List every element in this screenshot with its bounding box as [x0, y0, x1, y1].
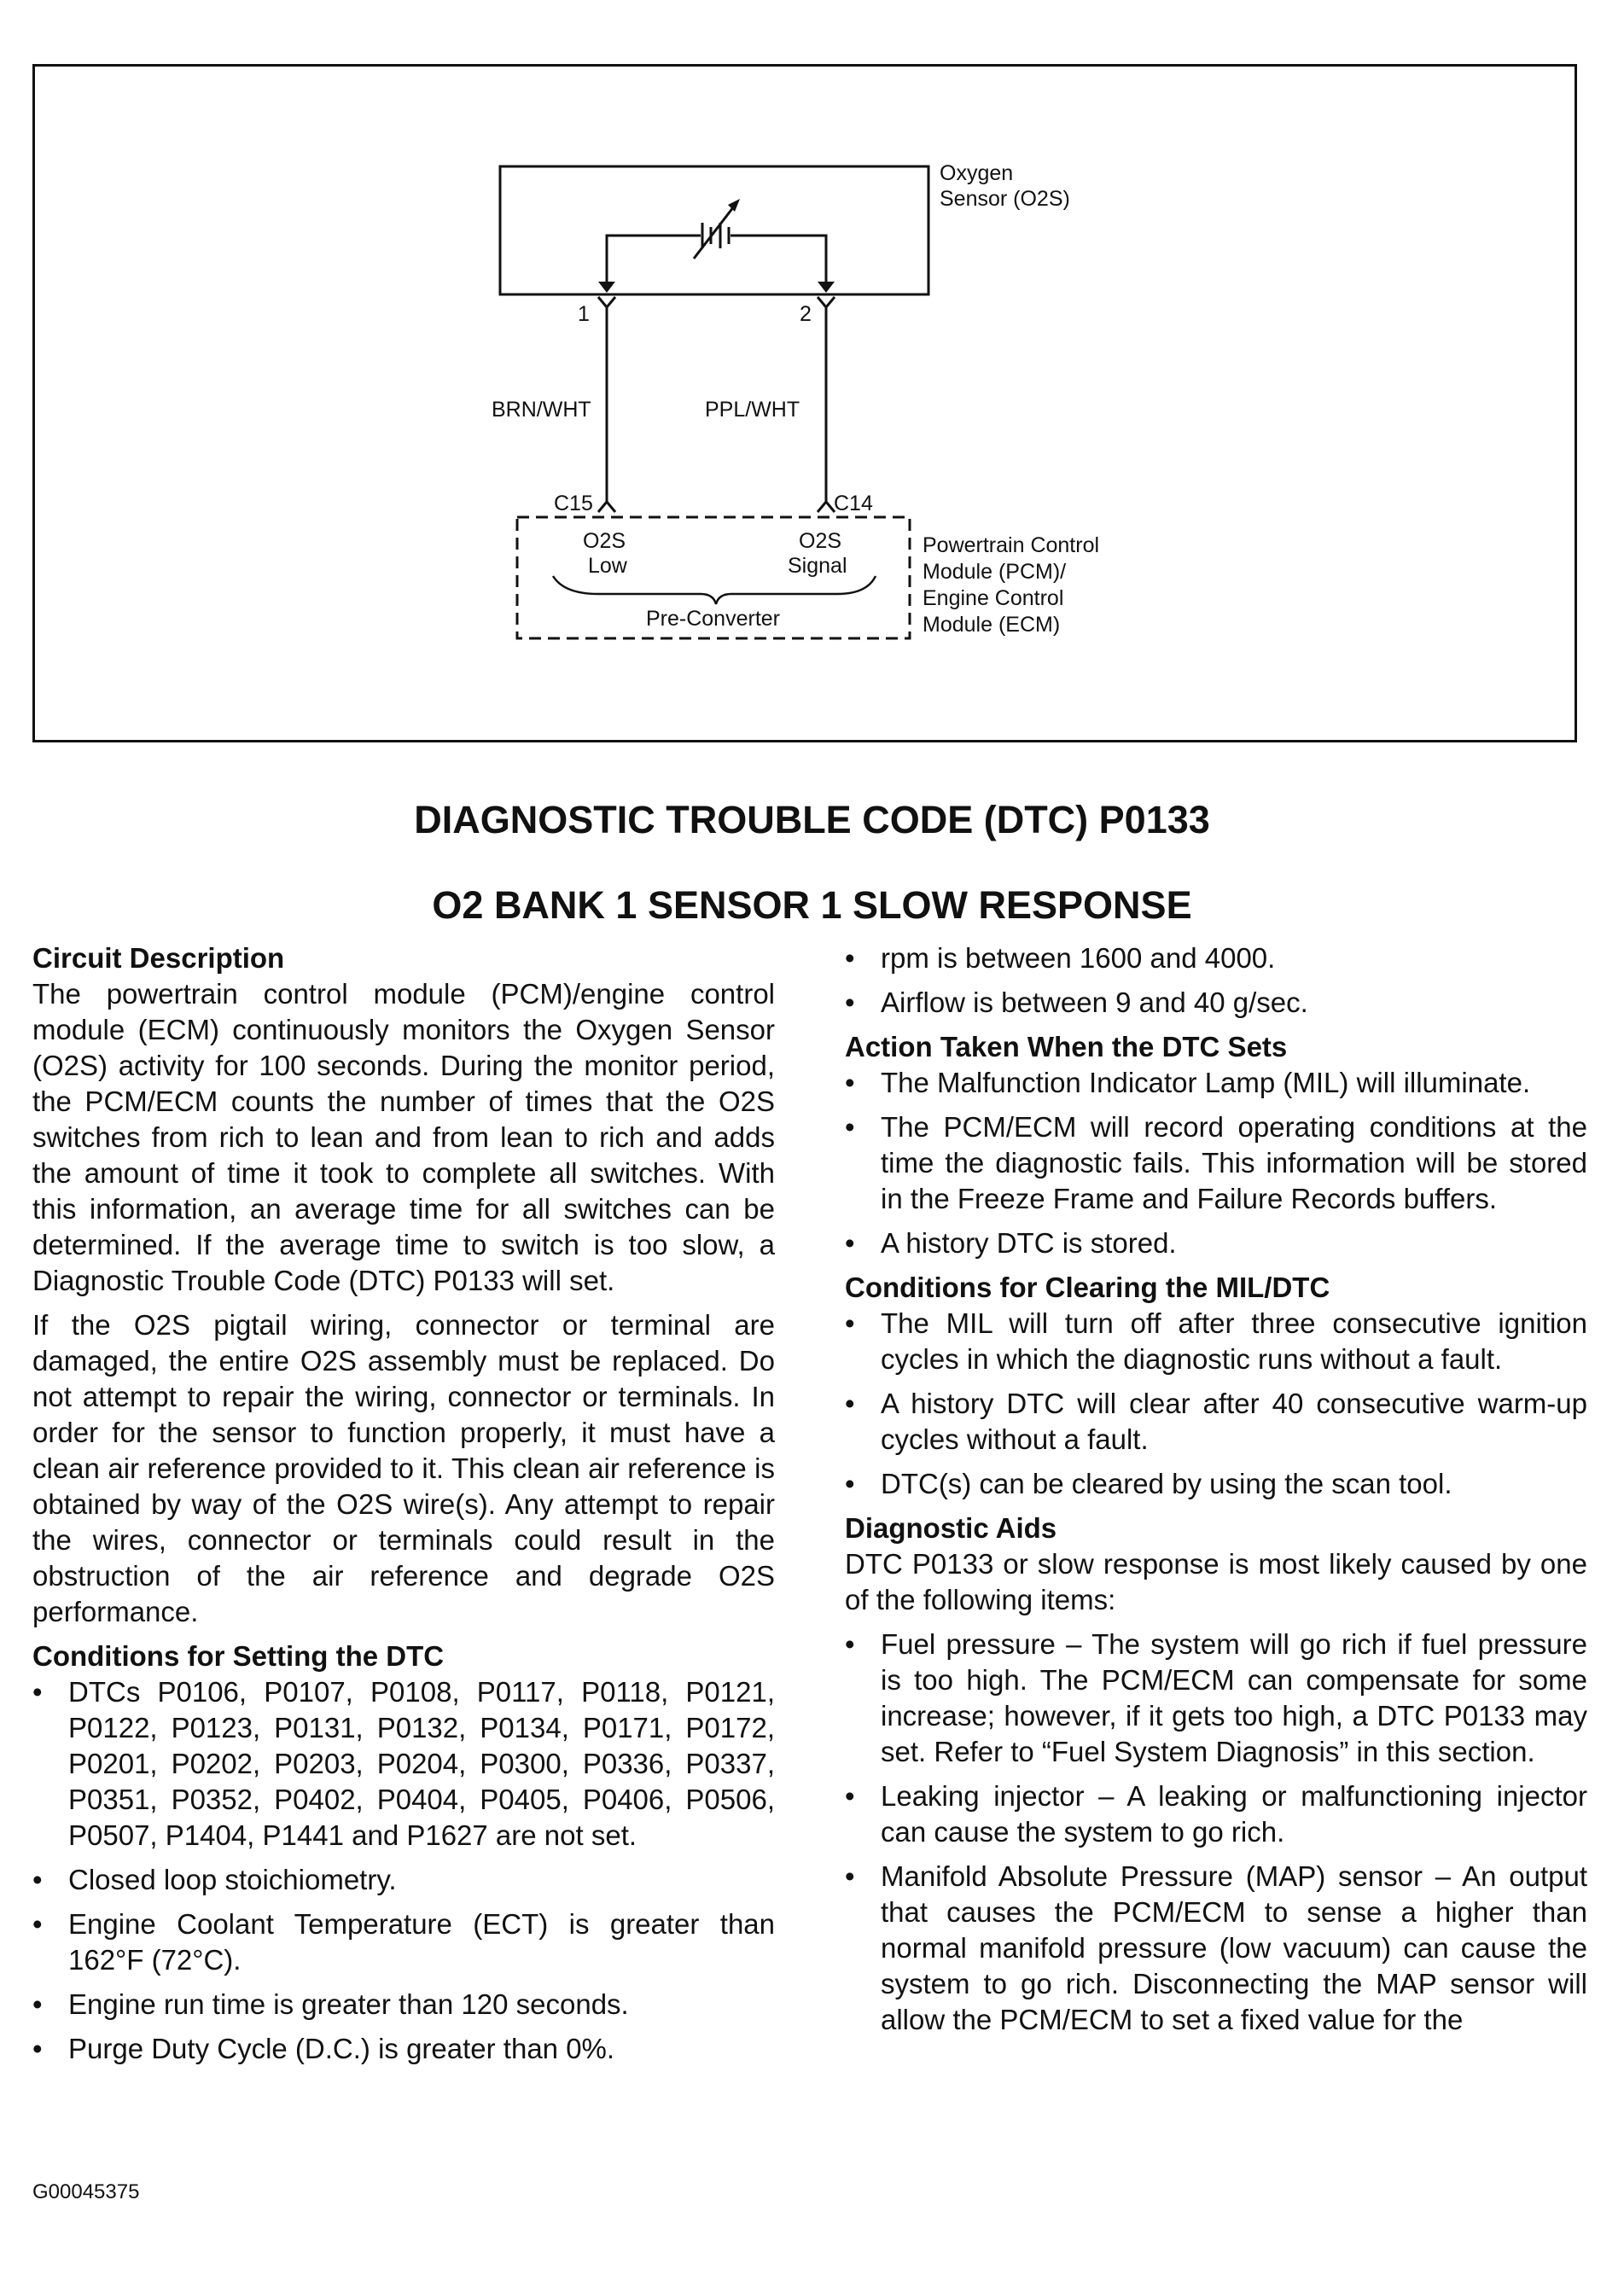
right-column	[845, 940, 1587, 2046]
list-item-text: A history DTC will clear after 40 consecutive warm-up cycles without a fault.	[881, 1388, 1587, 1455]
list-item	[32, 2031, 775, 2067]
conditions-heading: Conditions for Setting the DTC	[32, 1640, 445, 1672]
bullet-icon: •	[845, 1307, 855, 1339]
list-item-text: Engine run time is greater than 120 seconds.	[68, 1988, 629, 2020]
module-label-3: Engine Control	[923, 586, 1064, 610]
bullet-icon: •	[32, 2033, 43, 2064]
list-item	[845, 940, 1587, 976]
bullet-icon: •	[845, 1067, 855, 1098]
page-title: DIAGNOSTIC TROUBLE CODE (DTC) P0133	[414, 798, 1210, 841]
page-subtitle: O2 BANK 1 SENSOR 1 SLOW RESPONSE	[432, 883, 1192, 927]
list-item	[845, 1109, 1587, 1217]
bullet-icon: •	[845, 987, 855, 1018]
o2s-low-label-1: O2S	[583, 529, 626, 553]
conn-c14-fork	[818, 502, 835, 512]
left-column	[32, 940, 775, 2075]
action-heading: Action Taken When the DTC Sets	[845, 1031, 1288, 1062]
list-item	[32, 1987, 775, 2023]
list-item-text: Leaking injector – A leaking or malfunctioning injector can cause the system to go rich.	[881, 1780, 1587, 1848]
conn2-label: C14	[834, 492, 873, 515]
wire1-label: BRN/WHT	[492, 398, 591, 422]
diagnostic-aids-list	[845, 1627, 1587, 2038]
bullet-icon: •	[845, 1780, 855, 1812]
o2s-signal-label-2: Signal	[788, 554, 847, 578]
list-item	[845, 1778, 1587, 1850]
diagnostic-aids-heading: Diagnostic Aids	[845, 1512, 1057, 1544]
list-item	[32, 1674, 775, 1854]
module-label-4: Module (ECM)	[923, 613, 1061, 637]
bullet-icon: •	[845, 1388, 855, 1419]
bullet-icon: •	[845, 1468, 855, 1499]
clearing-list	[845, 1306, 1587, 1502]
conn1-label: C15	[554, 492, 593, 515]
bullet-icon: •	[32, 1864, 43, 1895]
list-item	[845, 1225, 1587, 1261]
list-item-text: Purge Duty Cycle (D.C.) is greater than 0%.	[68, 2033, 615, 2064]
pin1-arrow	[598, 282, 615, 293]
list-item	[32, 1906, 775, 1978]
variable-arrowhead	[728, 199, 740, 212]
clearing-heading: Conditions for Clearing the MIL/DTC	[845, 1272, 1330, 1303]
list-item-text: Engine Coolant Temperature (ECT) is greater than 162°F (72°C).	[68, 1908, 775, 1976]
wire2-label: PPL/WHT	[705, 398, 800, 422]
bullet-icon: •	[845, 942, 855, 974]
module-label-2: Module (PCM)/	[923, 560, 1067, 584]
circuit-description-paragraph-2: If the O2S pigtail wiring, connector or terminal are damaged, the entire O2S assembly must be replaced. Do not attempt to repair the wiring, connector or terminals. In order for the sensor to function properly, it must have a clean air reference provided to it. This clean air reference is obtained by way of the O2S wire(s). Any attempt to repair the wires, connector or terminals could result in the obstruction of the air reference and degrade O2S performance.	[32, 1309, 775, 1627]
list-item	[845, 1306, 1587, 1377]
list-item	[32, 1862, 775, 1898]
bullet-icon: •	[32, 1988, 43, 2020]
list-item	[845, 985, 1587, 1021]
bullet-icon: •	[32, 1676, 43, 1708]
circuit-description-heading: Circuit Description	[32, 942, 285, 974]
bullet-icon: •	[845, 1111, 855, 1143]
bullet-icon: •	[32, 1908, 43, 1940]
list-item-text: Fuel pressure – The system will go rich if fuel pressure is too high. The PCM/ECM can compensate for some increase; however, if it gets too high, a DTC P0133 may set. Refer to “Fuel System Diagnosis” in this section.	[881, 1628, 1587, 1767]
list-item	[845, 1466, 1587, 1502]
pin1-label: 1	[578, 302, 590, 326]
sensor-label-2: Sensor (O2S)	[940, 187, 1070, 211]
bullet-icon: •	[845, 1227, 855, 1259]
conditions-continued-list	[845, 940, 1587, 1021]
o2s-low-label-2: Low	[588, 554, 627, 578]
sensor-label-1: Oxygen	[940, 161, 1014, 185]
document-code: G00045375	[32, 2180, 140, 2203]
pin2-arrow	[818, 282, 835, 293]
sensor-wire-left	[607, 236, 701, 284]
bullet-icon: •	[845, 1628, 855, 1660]
list-item	[845, 1065, 1587, 1101]
list-item-text: A history DTC is stored.	[881, 1227, 1177, 1259]
list-item-text: The MIL will turn off after three consecutive ignition cycles in which the diagnostic runs without a fault.	[881, 1307, 1587, 1375]
sensor-wire-right	[731, 236, 826, 284]
list-item	[845, 1859, 1587, 2038]
diagnostic-aids-intro: DTC P0133 or slow response is most likely caused by one of the following items:	[845, 1548, 1587, 1615]
circuit-description-paragraph-1: The powertrain control module (PCM)/engine control module (ECM) continuously monitors the Oxygen Sensor (O2S) activity for 100 seconds. During the monitor period, the PCM/ECM counts the number of times that the O2S switches from rich to lean and from lean to rich and adds the amount of time it took to complete all switches. With this information, an average time for all switches can be determined. If the average time to switch is too slow, a Diagnostic Trouble Code (DTC) P0133 will set.	[32, 978, 775, 1296]
list-item	[845, 1627, 1587, 1770]
wiring-diagram	[32, 64, 1577, 742]
pin2-label: 2	[800, 302, 812, 326]
list-item-text: rpm is between 1600 and 4000.	[881, 942, 1276, 974]
list-item-text: Airflow is between 9 and 40 g/sec.	[881, 987, 1308, 1018]
bullet-icon: •	[845, 1860, 855, 1892]
list-item-text: Closed loop stoichiometry.	[68, 1864, 397, 1895]
actions-list	[845, 1065, 1587, 1261]
pin1-fork	[598, 297, 615, 307]
pin2-fork	[818, 297, 835, 307]
pre-converter-label: Pre-Converter	[646, 607, 780, 631]
list-item-text: The PCM/ECM will record operating conditions at the time the diagnostic fails. This information will be stored in the Freeze Frame and Failure Records buffers.	[881, 1111, 1587, 1214]
list-item-text: The Malfunction Indicator Lamp (MIL) will illuminate.	[881, 1067, 1531, 1098]
list-item-text: DTC(s) can be cleared by using the scan tool.	[881, 1468, 1452, 1499]
module-label-1: Powertrain Control	[923, 533, 1100, 557]
o2s-signal-label-1: O2S	[799, 529, 842, 553]
list-item	[845, 1386, 1587, 1458]
list-item-text: Manifold Absolute Pressure (MAP) sensor – An output that causes the PCM/ECM to sense a higher than normal manifold pressure (low vacuum) can cause the system to go rich. Disconnecting the MAP sensor will allow the PCM/ECM to set a fixed value for the	[881, 1860, 1587, 2035]
diagram-canvas	[35, 67, 1575, 740]
list-item-text: DTCs P0106, P0107, P0108, P0117, P0118, P0121, P0122, P0123, P0131, P0132, P0134, P0171, P0172, P0201, P0202, P0203, P0204, P0300, P0336, P0337, P0351, P0352, P0402, P0404, P0405, P0406, P0506, P0507, P1404, P1441 and P1627 are not set.	[68, 1676, 775, 1851]
conn-c15-fork	[598, 502, 615, 512]
conditions-list	[32, 1674, 775, 2067]
pre-converter-brace	[553, 576, 876, 604]
